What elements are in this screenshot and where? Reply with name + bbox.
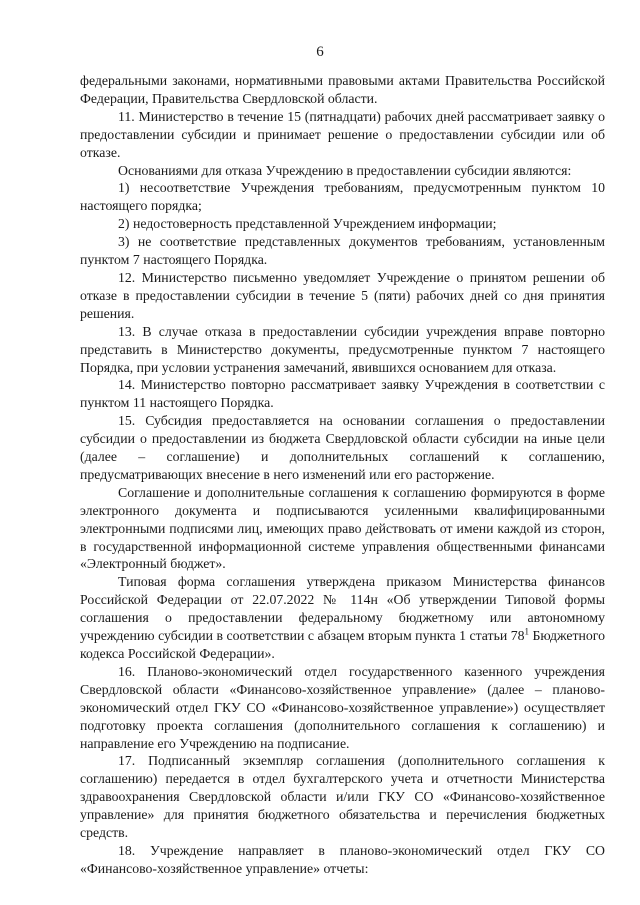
footnote-superscript: 1	[524, 626, 529, 637]
paragraph-item-18: 18. Учреждение направляет в планово-экономический отдел ГКУ СО «Финансово-хозяйственное управление» отчеты:	[80, 842, 605, 876]
paragraph-agreement-form: Соглашение и дополнительные соглашения к соглашению формируются в форме электронного документа и подписываются усиленными квалифицированными электронными подписями лиц, имеющих право действовать от имени каждой из сторон, в государственной информационной системе управления общественными финансами «Электронный бюджет».	[80, 484, 605, 572]
paragraph-item-12: 12. Министерство письменно уведомляет Учреждение о принятом решении об отказе в предоставлении субсидии в течение 5 (пяти) рабочих дней со дня принятия решения.	[80, 269, 605, 321]
paragraph-item-17: 17. Подписанный экземпляр соглашения (дополнительного соглашения к соглашению) передается в отдел бухгалтерского учета и отчетности Министерства здравоохранения Свердловской области и/или ГКУ СО «Финансово-хозяйственное управление» для принятия бюджетного обязательства и перечисления бюджетных средств.	[80, 753, 605, 841]
paragraph-standard-form	[80, 573, 605, 663]
page-number: 6	[316, 44, 324, 60]
standard-form-tail: Бюджетного кодекса Российской Федерации».	[80, 628, 606, 661]
standard-form-text: Типовая форма соглашения утверждена приказом Министерства финансов Российской Федерации от 22.07.2022 № 114н «Об утверждении Типовой формы соглашения о предоставлении федеральному бюджетному или автономному учреждению субсидии в соответствии с абзацем вторым пункта 1 статьи 78	[80, 574, 605, 644]
paragraph-ground-3: 3) не соответствие представленных документов требованиям, установленным пунктом 7 настоящего Порядка.	[80, 234, 605, 268]
paragraph-item-15: 15. Субсидия предоставляется на основании соглашения о предоставлении субсидии о предоставлении из бюджета Свердловской области субсидии на иные цели (далее – соглашение) и дополнительных соглашений к соглашению, предусматривающих внесение в него изменений или его расторжение.	[80, 413, 605, 482]
paragraph-ground-2: 2) недостоверность представленной Учреждением информации;	[118, 216, 497, 232]
paragraph-item-11: 11. Министерство в течение 15 (пятнадцати) рабочих дней рассматривает заявку о предоставлении субсидии и принимает решение о предоставлении субсидии или об отказе.	[80, 108, 605, 160]
paragraph-continuation: федеральными законами, нормативными правовыми актами Правительства Российской Федерации, Правительства Свердловской области.	[80, 73, 605, 106]
paragraph-item-14: 14. Министерство повторно рассматривает заявку Учреждения в соответствии с пунктом 11 настоящего Порядка.	[80, 377, 605, 411]
paragraph-item-13: 13. В случае отказа в предоставлении субсидии учреждения вправе повторно представить в Министерство документы, предусмотренные пунктом 7 настоящего Порядка, при условии устранения замечаний, явившихся основанием для отказа.	[80, 323, 605, 375]
paragraph-ground-1: 1) несоответствие Учреждения требованиям, предусмотренным пунктом 10 настоящего порядка;	[80, 180, 605, 214]
paragraph-refusal-grounds: Основаниями для отказа Учреждению в предоставлении субсидии являются:	[118, 162, 572, 178]
document-body	[80, 72, 605, 878]
paragraph-item-16: 16. Планово-экономический отдел государственного казенного учреждения Свердловской области «Финансово-хозяйственное управление» (далее – планово-экономический отдел ГКУ СО «Финансово-хозяйственное управление») осуществляет подготовку проекта соглашения (дополнительного соглашения к соглашению) и направление его Учреждению на подписание.	[80, 663, 605, 751]
